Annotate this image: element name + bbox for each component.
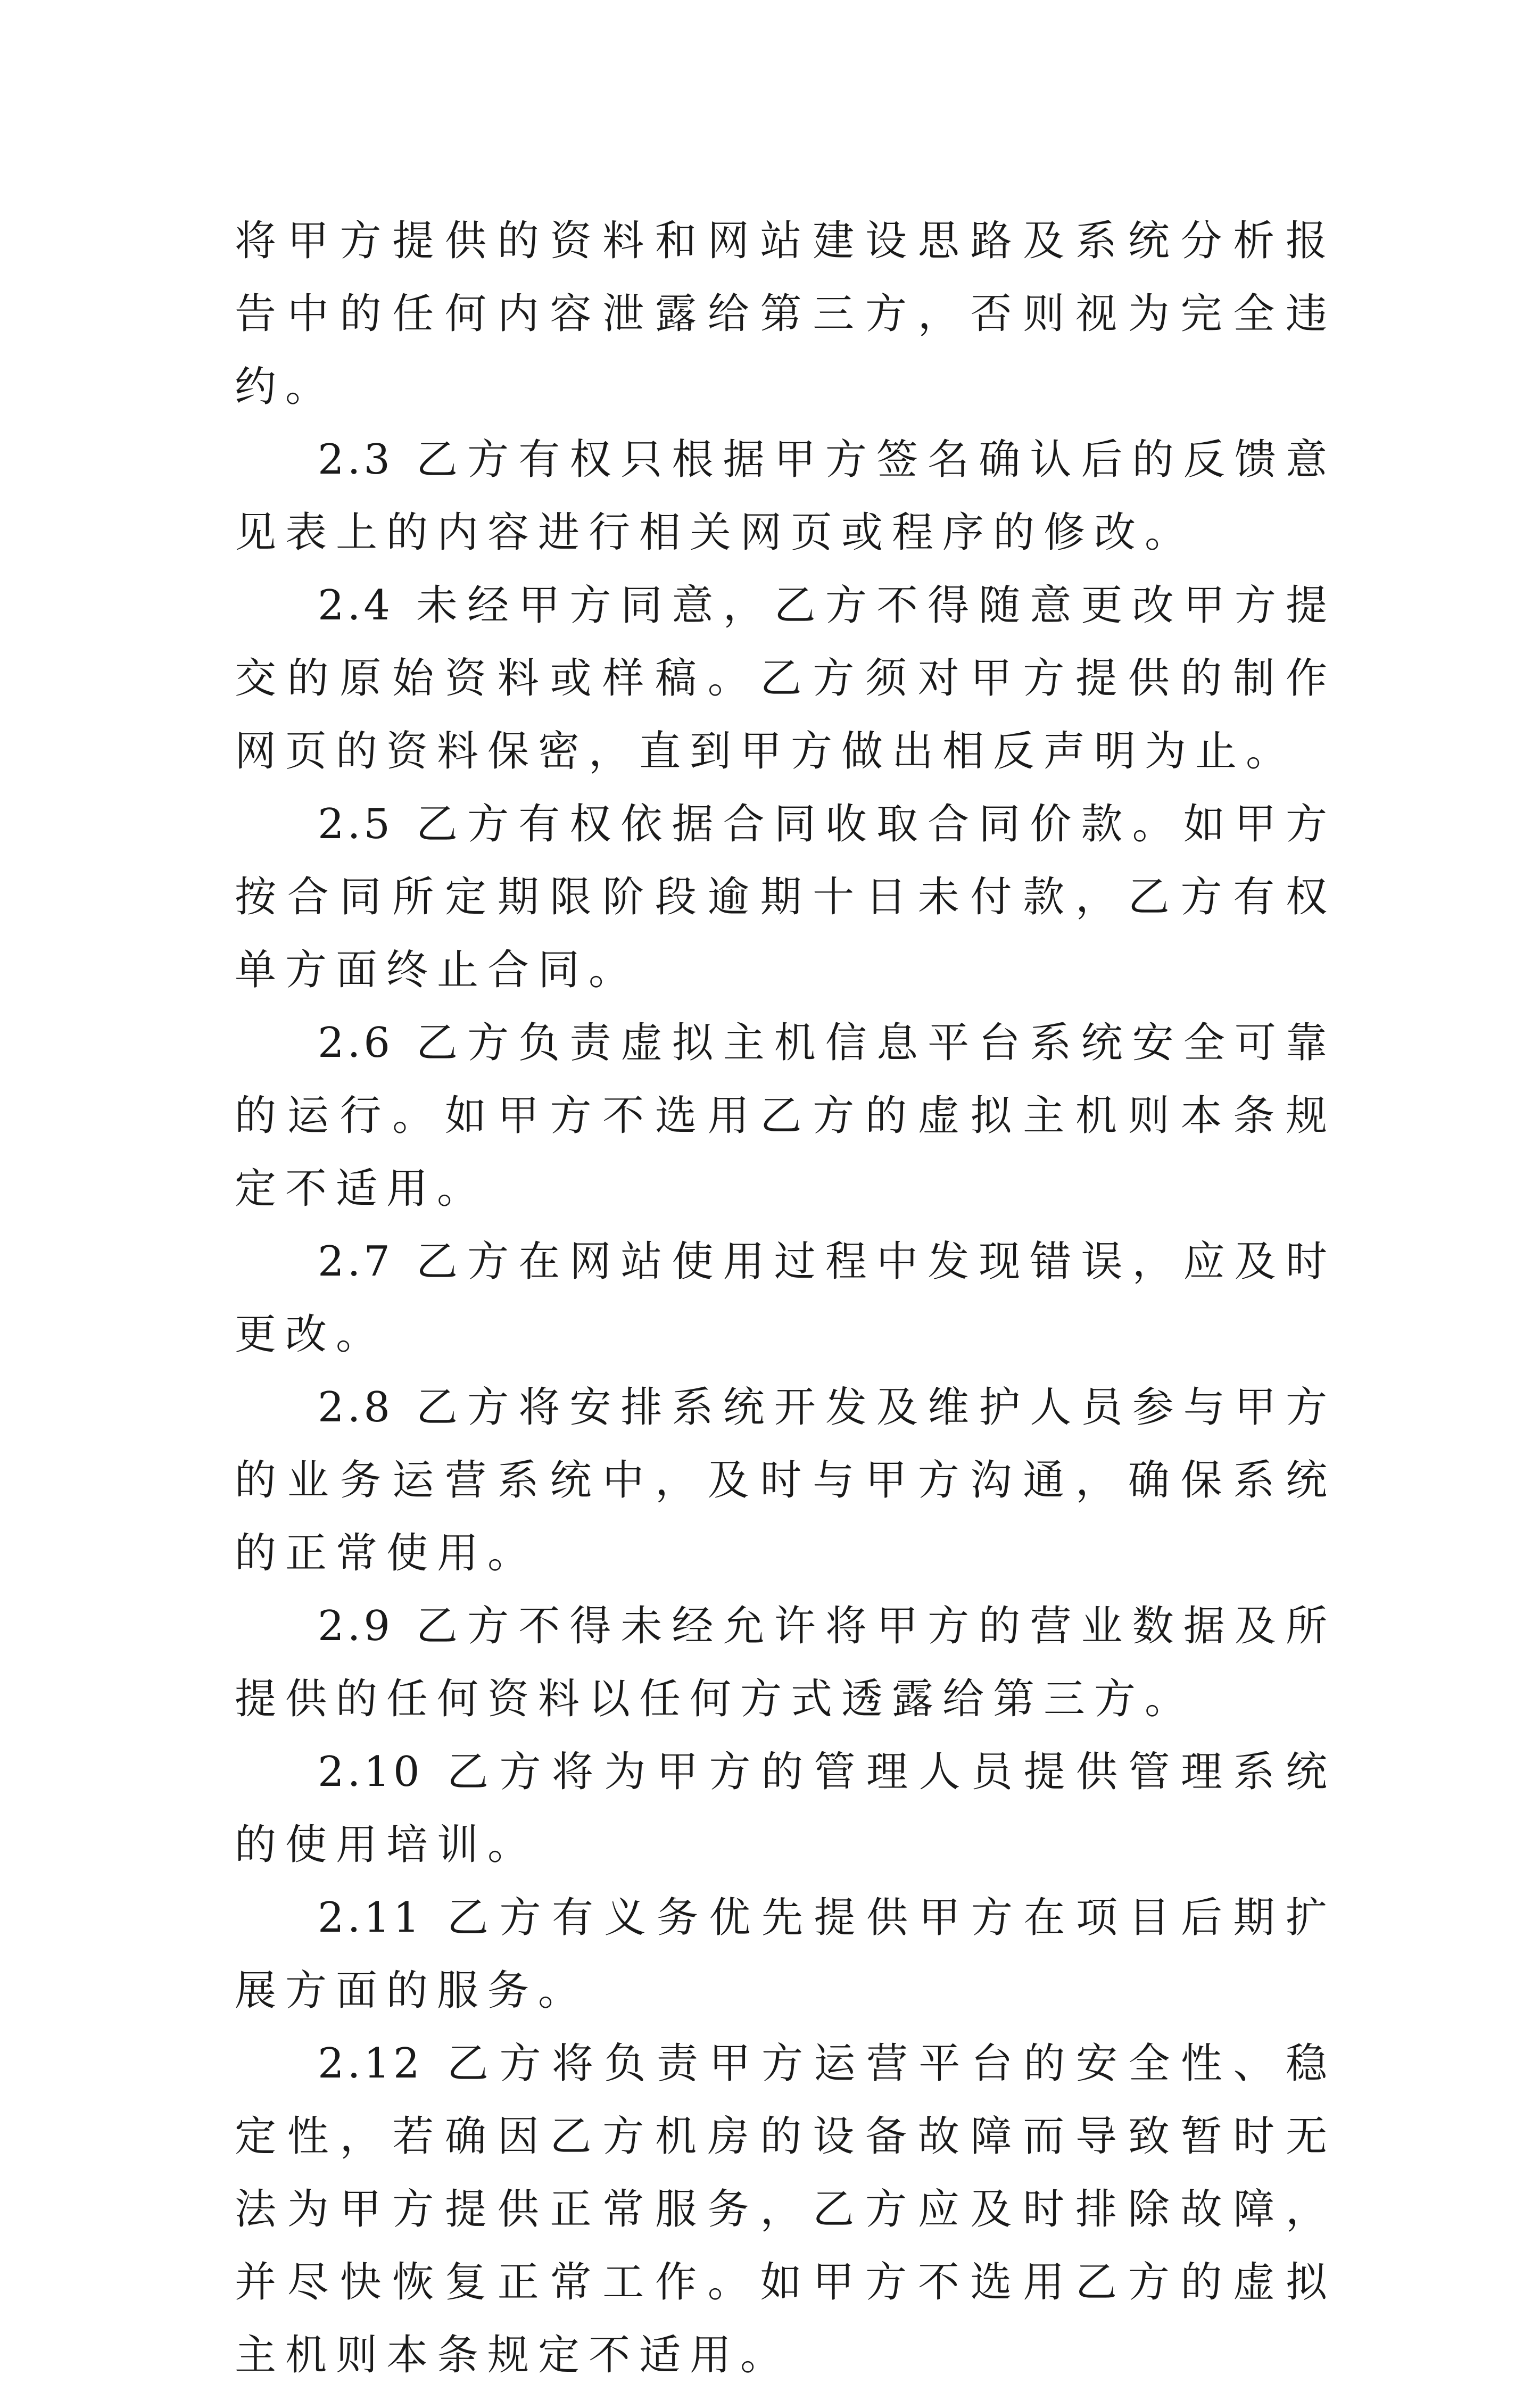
clause-number: 2.9 <box>318 1602 394 1650</box>
clause-text: 乙方有义务优先提供甲方在项目后期扩展方面的服务。 <box>235 1894 1336 2015</box>
clause-number: 2.4 <box>318 582 394 630</box>
clause-text: 乙方有权依据合同收取合同价款。如甲方按合同所定期限阶段逾期十日未付款，乙方有权单方面终止合同。 <box>235 800 1336 994</box>
clause-text: 乙方不得未经允许将甲方的营业数据及所提供的任何资料以任何方式透露给第三方。 <box>235 1602 1336 1723</box>
clause-number: 2.11 <box>318 1894 423 1942</box>
clause-text: 乙方在网站使用过程中发现错误，应及时更改。 <box>235 1238 1336 1359</box>
clause-number: 2.7 <box>318 1238 394 1286</box>
clause-2-11 <box>235 1882 1336 2027</box>
clause-2-4 <box>235 569 1336 788</box>
document-body <box>235 205 1336 2392</box>
clause-number: 2.5 <box>318 800 394 848</box>
clause-2-3 <box>235 424 1336 569</box>
clause-number: 2.12 <box>318 2040 423 2088</box>
clause-2-8 <box>235 1371 1336 1590</box>
clause-text: 乙方有权只根据甲方签名确认后的反馈意见表上的内容进行相关网页或程序的修改。 <box>235 436 1336 557</box>
clause-text: 乙方将负责甲方运营平台的安全性、稳定性，若确因乙方机房的设备故障而导致暂时无法为甲方提供正常服务，乙方应及时排除故障，并尽快恢复正常工作。如甲方不选用乙方的虚拟主机则本条规定不适用。 <box>235 2040 1336 2379</box>
clause-2-6 <box>235 1007 1336 1226</box>
clause-2-10 <box>235 1736 1336 1882</box>
clause-text: 乙方将为甲方的管理人员提供管理系统的使用培训。 <box>235 1748 1336 1869</box>
clause-number: 2.10 <box>318 1748 423 1796</box>
clause-text: 乙方将安排系统开发及维护人员参与甲方的业务运营系统中，及时与甲方沟通，确保系统的正常使用。 <box>235 1384 1336 1577</box>
clause-number: 2.3 <box>318 436 394 484</box>
clause-2-9 <box>235 1590 1336 1736</box>
clause-text: 乙方负责虚拟主机信息平台系统安全可靠的运行。如甲方不选用乙方的虚拟主机则本条规定不适用。 <box>235 1019 1336 1213</box>
paragraph-text: 将甲方提供的资料和网站建设思路及系统分析报告中的任何内容泄露给第三方，否则视为完全违约。 <box>235 217 1336 411</box>
clause-2-7 <box>235 1226 1336 1371</box>
clause-text: 未经甲方同意，乙方不得随意更改甲方提交的原始资料或样稿。乙方须对甲方提供的制作网页的资料保密，直到甲方做出相反声明为止。 <box>235 582 1336 775</box>
clause-number: 2.6 <box>318 1019 394 1067</box>
paragraph-continuation <box>235 205 1336 424</box>
clause-number: 2.8 <box>318 1384 394 1431</box>
clause-2-5 <box>235 788 1336 1007</box>
clause-2-12 <box>235 2027 1336 2392</box>
